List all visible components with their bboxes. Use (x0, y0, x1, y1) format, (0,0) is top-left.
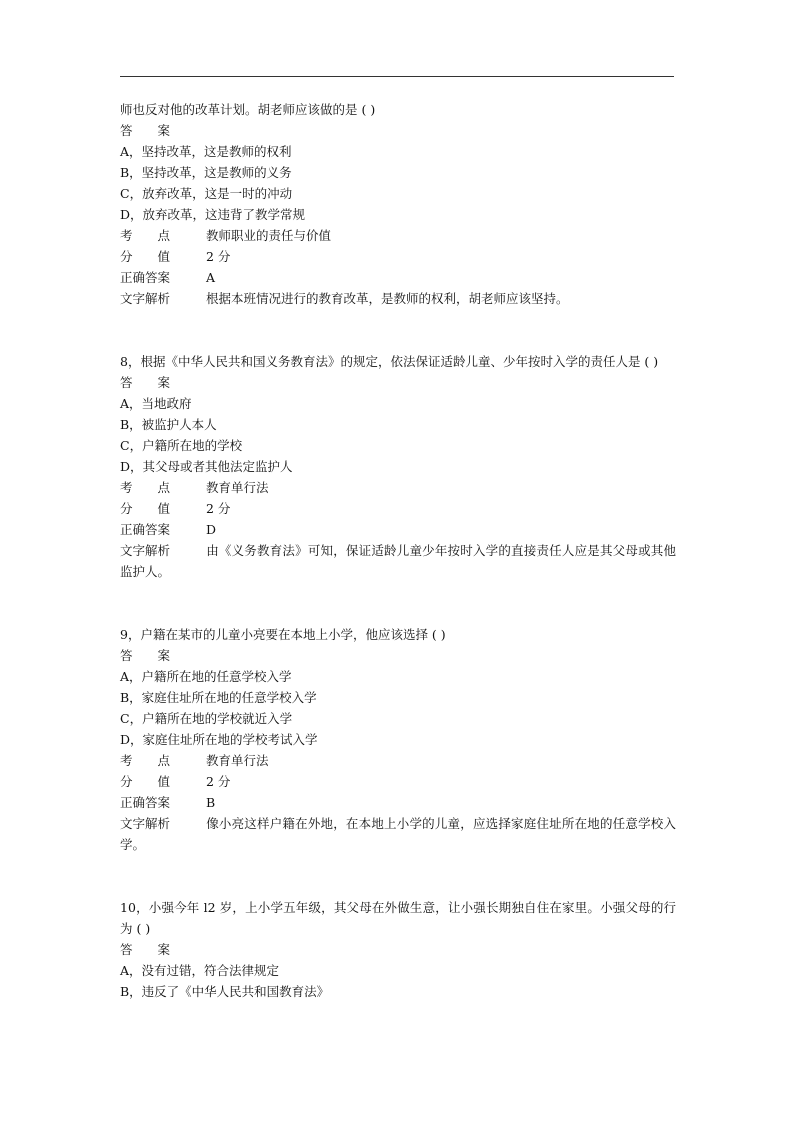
option-d: D，家庭住址所在地的学校考试入学 (120, 732, 318, 747)
correct-answer-value: D (206, 522, 217, 537)
exam-point-label: 考 点 (120, 480, 171, 495)
option-b: B，坚持改革，这是教师的义务 (120, 165, 292, 180)
option-b: B，被监护人本人 (120, 417, 217, 432)
option-a: A，户籍所在地的任意学校入学 (120, 669, 292, 684)
score-value: 2 分 (206, 774, 231, 789)
spacer (120, 309, 676, 351)
exam-point-row (120, 225, 676, 246)
correct-answer-row (120, 792, 676, 813)
question-7 (120, 99, 676, 309)
score-row (120, 498, 676, 519)
question-9 (120, 624, 676, 855)
option-d: D，放弃改革，这违背了教学常规 (120, 207, 306, 222)
question-8 (120, 351, 676, 582)
correct-answer-row (120, 267, 676, 288)
explanation-label: 文字解析 (120, 291, 171, 306)
exam-point-value: 教师职业的责任与价值 (206, 228, 332, 243)
question-stem: 8，根据《中华人民共和国义务教育法》的规定，依法保证适龄儿童、少年按时入学的责任人是 ( ) (120, 354, 659, 369)
exam-point-row (120, 477, 676, 498)
explanation-label: 文字解析 (120, 816, 171, 831)
score-value: 2 分 (206, 501, 231, 516)
explanation-text: 像小亮这样户籍在外地，在本地上小学的儿童，应选择家庭住址所在地的任意学校入学。 (120, 816, 676, 852)
score-label: 分 值 (120, 774, 171, 789)
explanation-text: 根据本班情况进行的教育改革，是教师的权利，胡老师应该坚持。 (206, 291, 569, 306)
option-a: A，坚持改革，这是教师的权利 (120, 144, 292, 159)
score-row (120, 246, 676, 267)
exam-point-row (120, 750, 676, 771)
question-10 (120, 897, 676, 1002)
exam-point-label: 考 点 (120, 228, 171, 243)
correct-answer-label: 正确答案 (120, 522, 171, 537)
score-label: 分 值 (120, 249, 171, 264)
explanation-text: 由《义务教育法》可知，保证适龄儿童少年按时入学的直接责任人应是其父母或其他监护人。 (120, 543, 676, 579)
explanation (120, 540, 676, 582)
correct-answer-label: 正确答案 (120, 795, 171, 810)
option-b: B，违反了《中华人民共和国教育法》 (120, 984, 330, 999)
explanation (120, 288, 676, 309)
question-stem: 师也反对他的改革计划。胡老师应该做的是 ( ) (120, 102, 376, 117)
spacer (120, 582, 676, 624)
spacer (120, 855, 676, 897)
answer-label: 答 案 (120, 375, 171, 390)
question-stem: 9，户籍在某市的儿童小亮要在本地上小学，他应该选择 ( ) (120, 627, 446, 642)
correct-answer-label: 正确答案 (120, 270, 171, 285)
correct-answer-value: B (206, 795, 216, 810)
header-rule (120, 76, 674, 77)
answer-label: 答 案 (120, 123, 171, 138)
option-a: A，当地政府 (120, 396, 192, 411)
question-stem: 10，小强今年 l2 岁，上小学五年级，其父母在外做生意，让小强长期独自住在家里。小强父母的行为 ( ) (120, 900, 676, 936)
correct-answer-value: A (206, 270, 216, 285)
score-label: 分 值 (120, 501, 171, 516)
document-body (120, 99, 676, 1002)
answer-label: 答 案 (120, 942, 171, 957)
explanation (120, 813, 676, 855)
explanation-label: 文字解析 (120, 543, 171, 558)
option-a: A，没有过错，符合法律规定 (120, 963, 280, 978)
option-d: D，其父母或者其他法定监护人 (120, 459, 293, 474)
option-b: B，家庭住址所在地的任意学校入学 (120, 690, 317, 705)
option-c: C，放弃改革，这是一时的冲动 (120, 186, 293, 201)
exam-point-value: 教育单行法 (206, 753, 269, 768)
answer-label: 答 案 (120, 648, 171, 663)
exam-point-label: 考 点 (120, 753, 171, 768)
score-value: 2 分 (206, 249, 231, 264)
exam-point-value: 教育单行法 (206, 480, 269, 495)
option-c: C，户籍所在地的学校就近入学 (120, 711, 293, 726)
option-c: C，户籍所在地的学校 (120, 438, 243, 453)
correct-answer-row (120, 519, 676, 540)
score-row (120, 771, 676, 792)
